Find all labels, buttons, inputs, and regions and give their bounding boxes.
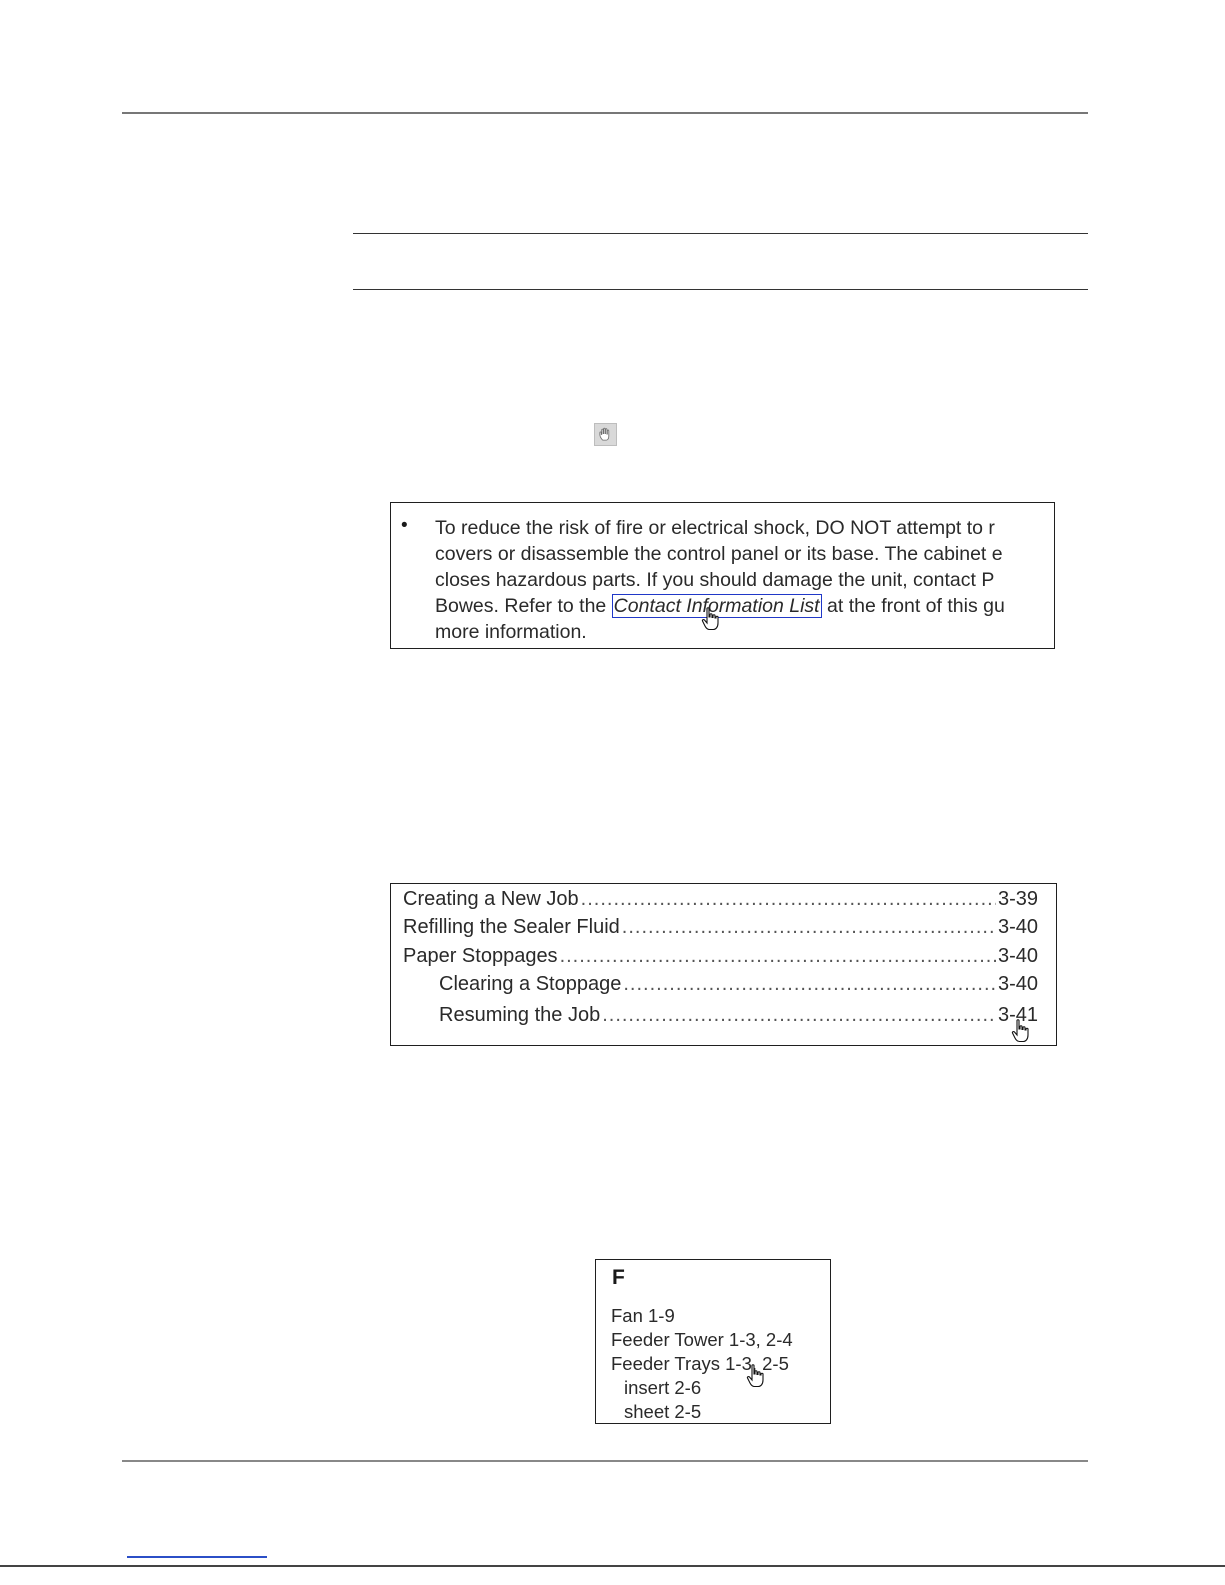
- warning-line-4: [435, 593, 1055, 619]
- pointing-hand-cursor-icon: [746, 1364, 766, 1388]
- note-rule-bottom: [353, 289, 1088, 290]
- page-edge-rule: [0, 1565, 1225, 1567]
- index-entry[interactable]: Feeder Tower 1-3, 2-4: [611, 1329, 793, 1350]
- bullet: •: [401, 515, 408, 536]
- note-rule-top: [353, 233, 1088, 234]
- index-entry[interactable]: Feeder Trays 1-3, 2-5: [611, 1353, 789, 1374]
- hand-icon: [598, 427, 613, 442]
- toc-leader: [622, 916, 996, 939]
- pointing-hand-cursor-icon: [1011, 1019, 1031, 1043]
- index-entry[interactable]: insert 2-6: [624, 1377, 702, 1398]
- index-letter-heading: F: [612, 1266, 625, 1289]
- warning-line-5: more information.: [435, 621, 587, 643]
- warning-line-4-end: at the front of this gu: [821, 595, 1005, 617]
- toc-leader: [602, 1004, 996, 1027]
- toc-leader: [560, 945, 996, 968]
- warning-text: [435, 515, 1055, 645]
- warning-example-box: [390, 502, 1055, 649]
- index-entry[interactable]: Fan 1-9: [611, 1305, 675, 1326]
- header-rule: [122, 112, 1088, 114]
- hand-tool-button[interactable]: [594, 423, 617, 446]
- footer-rule: [122, 1460, 1088, 1462]
- toc-title: Refilling the Sealer Fluid: [403, 916, 620, 938]
- toc-leader: [581, 888, 996, 911]
- toc-page: 3-39: [997, 888, 1038, 910]
- index-example-box: [595, 1259, 831, 1424]
- toc-title: Resuming the Job: [439, 1004, 601, 1026]
- toc-leader: [623, 973, 996, 996]
- toc-row[interactable]: [439, 973, 1038, 1001]
- toc-page: 3-40: [997, 916, 1038, 938]
- toc-example-box: [390, 883, 1057, 1046]
- pointing-hand-cursor-icon: [701, 607, 721, 631]
- warning-line-1: To reduce the risk of fire or electrical shock, DO NOT attempt to r: [435, 517, 995, 539]
- warning-line-3: closes hazardous parts. If you should damage the unit, contact P: [435, 569, 995, 591]
- footer-link-underline[interactable]: [127, 1556, 267, 1558]
- toc-row[interactable]: [403, 888, 1038, 916]
- toc-title: Paper Stoppages: [403, 945, 558, 967]
- toc-page: 3-40: [997, 945, 1038, 967]
- warning-line-4-start: Bowes. Refer to the: [435, 595, 612, 617]
- warning-line-2: covers or disassemble the control panel or its base. The cabinet e: [435, 543, 1003, 565]
- toc-page: 3-41: [997, 1004, 1038, 1026]
- toc-title: Creating a New Job: [403, 888, 579, 910]
- index-entry[interactable]: sheet 2-5: [624, 1401, 702, 1422]
- toc-row[interactable]: [403, 916, 1038, 944]
- toc-row[interactable]: [439, 1004, 1038, 1032]
- contact-information-link[interactable]: Contact Information List: [613, 595, 820, 617]
- toc-page: 3-40: [997, 973, 1038, 995]
- toc-row[interactable]: [403, 945, 1038, 973]
- toc-title: Clearing a Stoppage: [439, 973, 622, 995]
